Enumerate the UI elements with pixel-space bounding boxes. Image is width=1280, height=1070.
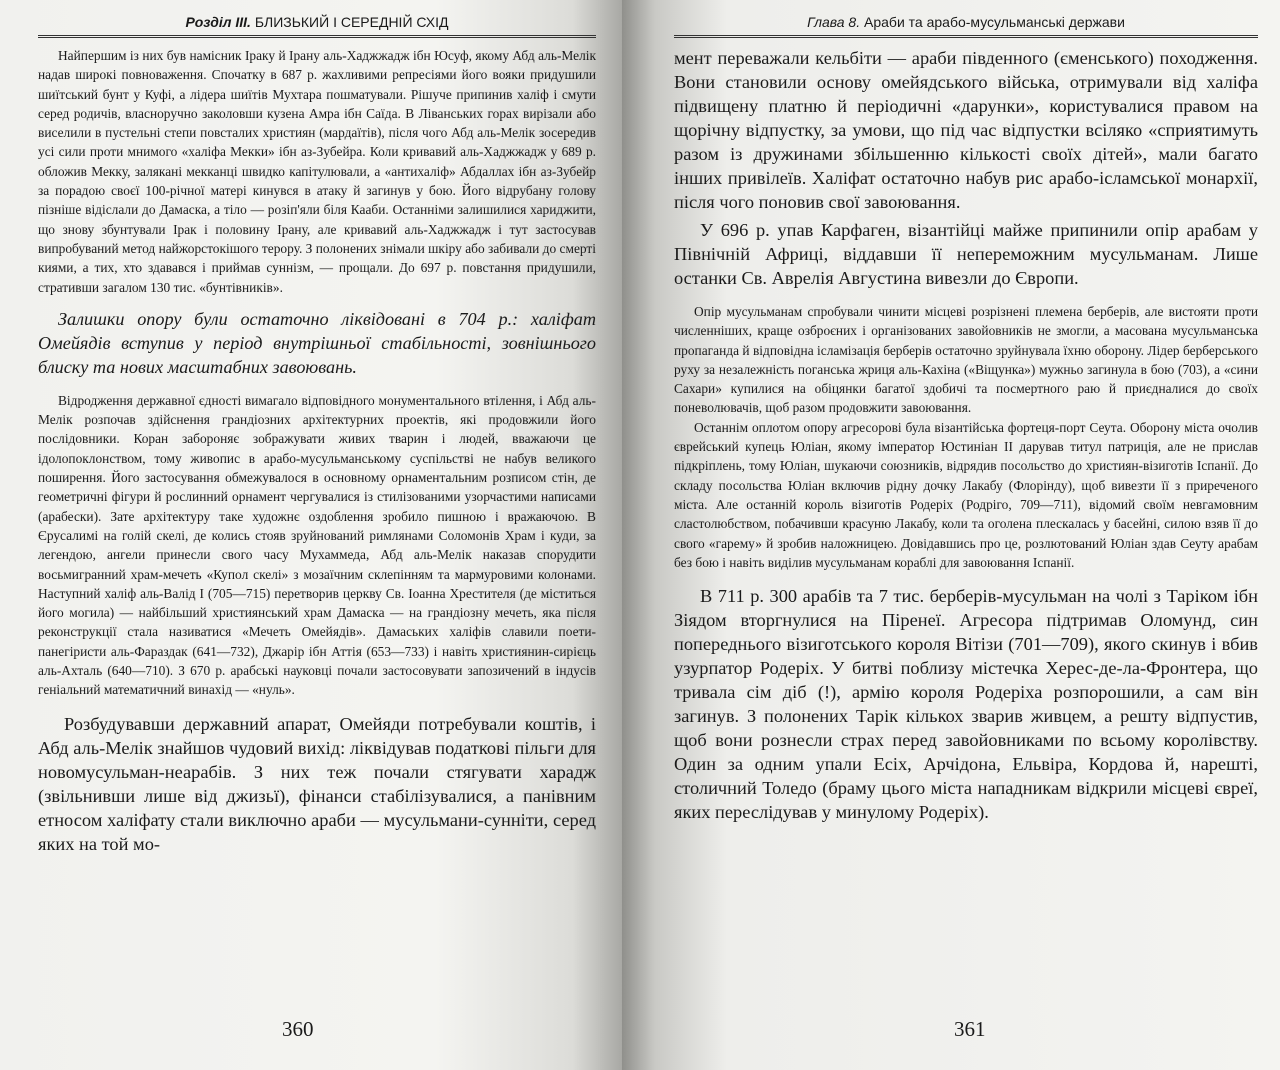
left-paragraph-2: Відродження державної єдності вимагало відповідного монументального втілення, і Абд аль-Мелік розпочав здійснення грандіозних архітектурних проектів, які продовжили його послідовники. Коран забороняє зображувати живих тварин і людей, вважаючи це ідолопоклонством, тому живопис в арабо-мусульманському суспільстві не набув великого поширення. Його застосування обмежувалося в основному орнаментальним розписом стін, де геометричні фігури й рослинний орнамент чергувалися із стилізованими узорчастими написами (арабески). Зате архітектуру таке художнє оздоблення зробило пишною і вражаючою. В Єрусалимі на голій скелі, де колись стояв зруйнований римлянами Соломонів Храм і куди, за легендою, ангели принесли свого часу Мухаммеда, Абд аль-Мелік наказав спорудити восьмигранний храм-мечеть «Купол скелі» з мозаїчним склепінням та мармуровими колонами. Наступний халіф аль-Валід I (705—715) перетворив церкву Св. Іоанна Хрестителя (де міститься його могила) — найбільший християнський храм Дамаска — на грандіозну мечеть, яка після реконструкції стала називатися «Мечеть Омейядів». Дамаських халіфів славили поети-панегіристи аль-Фараздак (641—732), Джарір ібн Аттія (653—733) і навіть християнин-сирієць аль-Ахталь (640—710). З 670 р. арабські науковці почали застосовувати запозичений в індусів геніальний математичний винахід — «нуль». — [38, 392, 596, 698]
left-paragraph-1: Найпершим із них був намісник Іраку й Ірану аль-Хаджжадж ібн Юсуф, якому Абд аль-Мелік надав широкі повноваження. Спочатку в 687 р. жахливими репресіями його вояки придушили шиїтський бунт у Куфі, а лідера шиїтів Мухтара пошматували. Рішуче припинив халіф і смути серед родичів, власноручно заколовши кузена Амра ібн Саїда. В Ліванських горах вирізали або виселили в пустельні степи повсталих християн (мардаїтів), після чого Абд аль-Мелік зосередив усі сили проти мнимого «халіфа Мекки» ібн аз-Зубейра. Коли кривавий аль-Хаджжадж у 689 р. обложив Мекку, залякані мекканці швидко капітулювали, а «антихаліф» Абдаллах ібн аз-Зубейр за порадою своєї 100-річної матері кинувся в атаку й загинув у бою. Його відрубану голову пізніше відіслали до Дамаска, а тіло — розіп'яли біля Кааби. Останніми залишилися хариджити, що знову збунтували Ірак і половину Ірану, але кривавий аль-Хаджжадж і тут застосував випробуваний метод найжорстокішого терору. З полонених знімали шкіру або забивали до смерті киями, а тих, хто здавався і приймав суннізм, — прощали. До 697 р. повстання придушили, стративши загалом 130 тис. «бунтівників». — [38, 48, 596, 295]
right-paragraph-2: У 696 р. упав Карфаген, візантійці майже припинили опір арабам у Північній Африці, віддавши її непереможним мусульманам. Лише останки Св. Аврелія Августина вивезли до Європи. — [674, 220, 1258, 288]
right-paragraph-3: Опір мусульманам спробували чинити місцеві розрізнені племена берберів, але вистояти проти численніших, краще озброєних і організованих завойовників не змогли, а масована мусульманська пропаганда й відповідна ісламізація берберів остаточно зруйнувала їхню оборону. Лідер берберського руху за незалежність поганська жриця аль-Кахіна («Віщунка») мужньо загинула в бою (703), а «сини Сахари» купилися на обіцянки багатої здобичі та посмертного раю й приєдналися до своїх поневолювачів, щоб разом продовжити завоювання. — [674, 304, 1258, 416]
page-number-left: 360 — [282, 1017, 314, 1041]
left-thesis: Залишки опору були остаточно ліквідовані в 704 р.: халіфат Омейядів вступив у період внутрішньої стабільності, зовнішнього блиску та нових масштабних завоювань. — [38, 308, 596, 377]
right-page — [622, 0, 1280, 1070]
header-title-right: Араби та арабо-мусульманські держави — [864, 14, 1125, 30]
page-number-right: 361 — [954, 1017, 986, 1041]
right-paragraph-5: В 711 р. 300 арабів та 7 тис. берберів-мусульман на чолі з Таріком ібн Зіядом вторгнулися на Піренеї. Агресора підтримав Оломунд, син попереднього візиготського короля Вітізи (701—709), якого скинув і вбив узурпатор Родеріх. У битві поблизу містечка Херес-де-ла-Фронтера, що тривала сім діб (!), армію короля Родеріха розпорошили, а сам він загинув. З полонених Тарік кількох зварив живцем, а решту відпустив, щоб вони рознесли страх перед завойовниками по всьому королівству. Один за одним упали Есіх, Арчідона, Ельвіра, Кордова й, нарешті, столичний Толедо (браму цього міста нападникам відкрили місцеві євреї, яких переслідував у минулому Родеріх). — [674, 586, 1258, 823]
right-paragraph-1: мент переважали кельбіти — араби південного (єменського) походження. Вони становили основу омейядського війська, отримували від халіфа підвищену платню й періодичні «дарунки», користувалися правом на щорічну відпустку, за умови, що під час відпустки всіляко «сприятимуть разом із дружинами збільшенню кількості своїх дітей», мали багато інших привілеїв. Халіфат остаточно набув рис арабо-ісламської монархії, після чого поновив свої завоювання. — [674, 48, 1258, 212]
header-section-left: Розділ III. — [185, 14, 251, 30]
running-header-left — [38, 14, 596, 38]
right-paragraph-4: Останнім оплотом опору агресорові була візантійська фортеця-порт Сеута. Оборону міста очолив єврейський купець Юліан, якому імператор Юстиніан II дарував титул патриція, але не прислав підкріплень, тому Юліан, шукаючи союзників, відрядив посольство до християн-візиготів Іспанії. До складу посольства Юліан включив рідну дочку Лакабу (Флорінду), щоб вивезти її з приреченого міста. Але останній король візиготів Родеріх (Родріго, 709—711), відомий своїм невгамовним сластолюбством, побачивши красуню Лакабу, коли та оголена плескалась у басейні, силою взяв її до свого «гарему» й зробив наложницею. Довідавшись про це, розлютований Юліан здав Сеуту арабам без бою і навіть видiлив мусульманам кораблі для завоювання Іспанії. — [674, 419, 1258, 570]
running-header-right — [674, 14, 1258, 38]
header-title-left: БЛИЗЬКИЙ І СЕРЕДНІЙ СХІД — [254, 14, 449, 30]
left-page — [0, 0, 622, 1070]
left-paragraph-3: Розбудувавши державний апарат, Омейяди потребували коштів, і Абд аль-Мелік знайшов чудовий вихід: ліквідував податкові пільги для новомусульман-неарабів. З них теж почали стягувати харадж (звільнивши лише від джизьї), фінанси стабілізувалися, а панівним етносом халіфату стали виключно араби — мусульмани-сунніти, серед яких на той мо- — [38, 713, 596, 854]
header-section-right: Глава 8. — [807, 14, 861, 30]
